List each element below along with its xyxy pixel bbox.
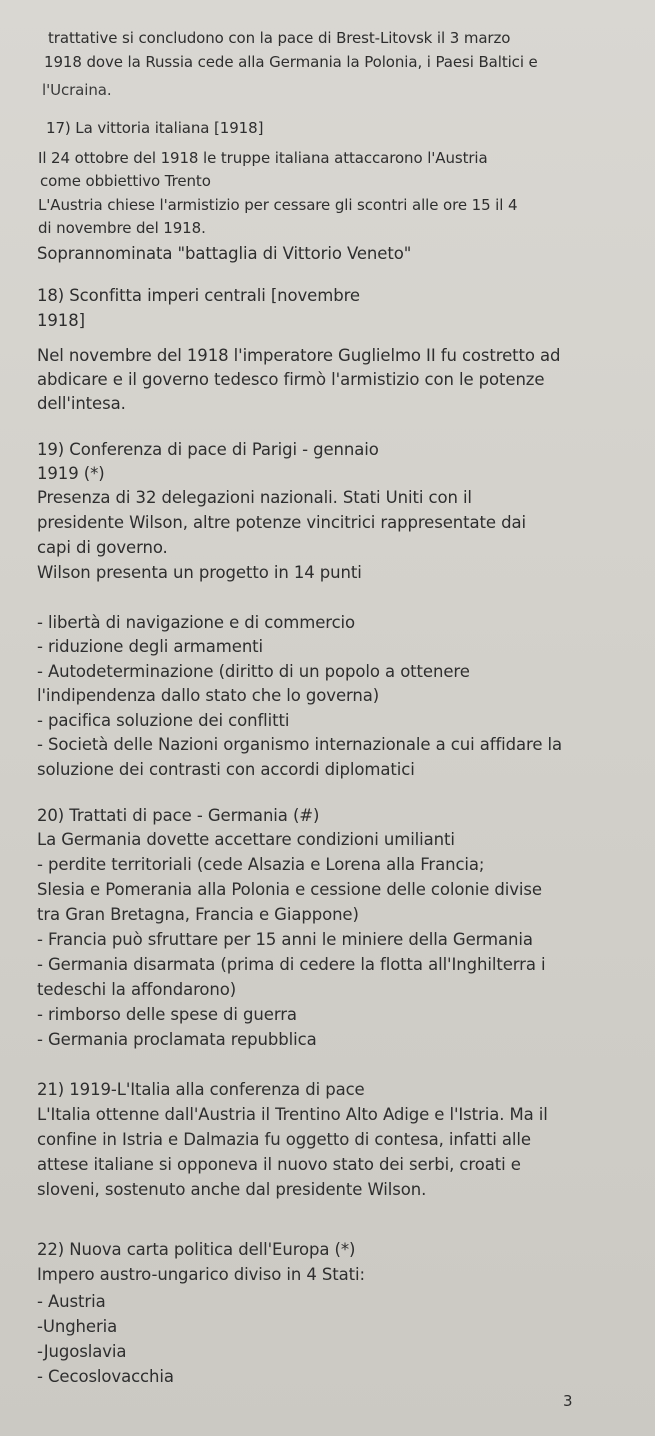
list-item: - Germania disarmata (prima di cedere la flotta all'Inghilterra i bbox=[37, 955, 546, 974]
text-line: l'Ucraina. bbox=[42, 81, 112, 99]
text-line: presidente Wilson, altre potenze vincitrici rappresentate dai bbox=[37, 513, 526, 532]
section-heading: 18) Sconfitta imperi centrali [novembre bbox=[37, 286, 360, 305]
list-item: - Francia può sfruttare per 15 anni le miniere della Germania bbox=[37, 930, 533, 949]
text-line: L'Austria chiese l'armistizio per cessare gli scontri alle ore 15 il 4 bbox=[38, 196, 518, 214]
list-item: tra Gran Bretagna, Francia e Giappone) bbox=[37, 905, 359, 924]
list-item: l'indipendenza dallo stato che lo governa) bbox=[37, 686, 380, 705]
text-line: sloveni, sostenuto anche dal presidente Wilson. bbox=[37, 1180, 427, 1199]
list-item: - riduzione degli armamenti bbox=[37, 637, 264, 656]
page-number: 3 bbox=[563, 1392, 573, 1410]
list-item: soluzione dei contrasti con accordi diplomatici bbox=[37, 760, 415, 779]
list-item: - pacifica soluzione dei conflitti bbox=[37, 711, 290, 730]
section-heading: 1918] bbox=[37, 311, 85, 330]
text-line: capi di governo. bbox=[37, 538, 168, 557]
text-line: Presenza di 32 delegazioni nazionali. Stati Uniti con il bbox=[37, 488, 472, 507]
text-line: confine in Istria e Dalmazia fu oggetto di contesa, infatti alle bbox=[37, 1130, 531, 1149]
list-item: - Autodeterminazione (diritto di un popolo a ottenere bbox=[37, 662, 470, 681]
list-item: - perdite territoriali (cede Alsazia e Lorena alla Francia; bbox=[37, 855, 485, 874]
text-line: di novembre del 1918. bbox=[38, 219, 206, 237]
text-line: Nel novembre del 1918 l'imperatore Guglielmo II fu costretto ad bbox=[37, 346, 561, 365]
text-line: L'Italia ottenne dall'Austria il Trentino Alto Adige e l'Istria. Ma il bbox=[37, 1105, 548, 1124]
list-item: Slesia e Pomerania alla Polonia e cessione delle colonie divise bbox=[37, 880, 542, 899]
section-heading: 1919 (*) bbox=[37, 464, 105, 483]
list-item: - libertà di navigazione e di commercio bbox=[37, 613, 356, 632]
text-line: abdicare e il governo tedesco firmò l'armistizio con le potenze bbox=[37, 370, 545, 389]
text-line: Soprannominata "battaglia di Vittorio Veneto" bbox=[37, 244, 412, 263]
list-item: - Germania proclamata repubblica bbox=[37, 1030, 317, 1049]
list-item: - rimborso delle spese di guerra bbox=[37, 1005, 297, 1024]
text-line: Impero austro-ungarico diviso in 4 Stati: bbox=[37, 1265, 365, 1284]
list-item: - Cecoslovacchia bbox=[37, 1367, 174, 1386]
list-item: - Società delle Nazioni organismo internazionale a cui affidare la bbox=[37, 735, 563, 754]
text-line: 1918 dove la Russia cede alla Germania la Polonia, i Paesi Baltici e bbox=[44, 53, 538, 71]
list-item: -Jugoslavia bbox=[37, 1342, 127, 1361]
text-line: attese italiane si opponeva il nuovo stato dei serbi, croati e bbox=[37, 1155, 521, 1174]
section-heading: 22) Nuova carta politica dell'Europa (*) bbox=[37, 1240, 356, 1259]
list-item: -Ungheria bbox=[37, 1317, 118, 1336]
list-item: - Austria bbox=[37, 1292, 106, 1311]
section-heading: 17) La vittoria italiana [1918] bbox=[46, 119, 264, 137]
section-heading: 21) 1919-L'Italia alla conferenza di pace bbox=[37, 1080, 365, 1099]
text-line: Wilson presenta un progetto in 14 punti bbox=[37, 563, 362, 582]
text-line: come obbiettivo Trento bbox=[40, 172, 211, 190]
text-line: dell'intesa. bbox=[37, 394, 126, 413]
text-line: La Germania dovette accettare condizioni umilianti bbox=[37, 830, 455, 849]
list-item: tedeschi la affondarono) bbox=[37, 980, 237, 999]
section-heading: 20) Trattati di pace - Germania (#) bbox=[37, 806, 320, 825]
text-line: Il 24 ottobre del 1918 le truppe italiana attaccarono l'Austria bbox=[38, 149, 488, 167]
section-heading: 19) Conferenza di pace di Parigi - gennaio bbox=[37, 440, 379, 459]
text-line: trattative si concludono con la pace di Brest-Litovsk il 3 marzo bbox=[48, 29, 511, 47]
